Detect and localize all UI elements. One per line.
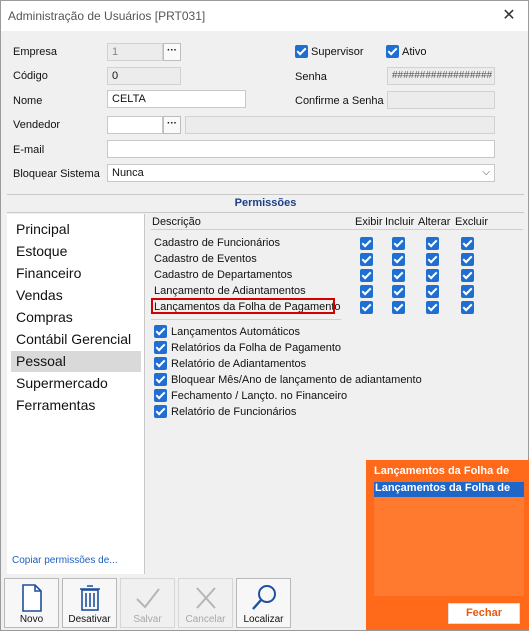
checkbox-checked-icon	[386, 45, 399, 58]
highlight-box	[151, 298, 335, 314]
localizar-button[interactable]	[236, 578, 291, 628]
grid-divider	[151, 319, 341, 320]
novo-button[interactable]	[4, 578, 59, 628]
excluir-checkbox[interactable]	[461, 269, 474, 282]
supervisor-checkbox[interactable]	[295, 45, 364, 58]
row-label: Cadastro de Departamentos	[154, 269, 293, 281]
option-label: Bloquear Mês/Ano de lançamento de adiantamento	[171, 373, 422, 386]
desativar-button[interactable]	[62, 578, 117, 628]
category-pessoal[interactable]: Pessoal	[11, 351, 141, 372]
checkbox-checked-icon	[295, 45, 308, 58]
grid-header-divider	[151, 229, 523, 230]
popup-result-item[interactable]: Lançamentos da Folha de	[374, 482, 524, 497]
col-alterar: Alterar	[418, 216, 451, 228]
ativo-label: Ativo	[402, 45, 427, 58]
chevron-down-icon: ⌵	[482, 167, 490, 178]
vendedor-label: Vendedor	[13, 119, 61, 131]
localizar-label: Localizar	[243, 614, 284, 625]
cancelar-label: Cancelar	[185, 614, 226, 625]
category-supermercado[interactable]: Supermercado	[16, 375, 108, 391]
excluir-checkbox[interactable]	[461, 237, 474, 250]
checkbox-checked-icon	[154, 341, 167, 354]
option-label: Fechamento / Lançto. no Financeiro	[171, 389, 348, 402]
col-excluir: Excluir	[455, 216, 489, 228]
new-document-icon	[21, 584, 43, 612]
codigo-label: Código	[13, 70, 48, 82]
senha-field[interactable]: ##################	[387, 67, 495, 85]
exibir-checkbox[interactable]	[360, 253, 373, 266]
incluir-checkbox[interactable]	[392, 285, 405, 298]
option-fechamento[interactable]	[154, 389, 347, 402]
exibir-checkbox[interactable]	[360, 237, 373, 250]
exibir-checkbox[interactable]	[360, 301, 373, 314]
empresa-field[interactable]: 1	[107, 43, 163, 61]
close-icon[interactable]: ✕	[502, 7, 516, 24]
category-estoque[interactable]: Estoque	[16, 243, 68, 259]
senha-label: Senha	[295, 71, 327, 83]
checkbox-checked-icon	[154, 389, 167, 402]
email-label: E-mail	[13, 144, 45, 156]
incluir-checkbox[interactable]	[392, 269, 405, 282]
codigo-field[interactable]: 0	[107, 67, 181, 85]
category-ferramentas[interactable]: Ferramentas	[16, 397, 96, 413]
empresa-label: Empresa	[13, 46, 58, 58]
confirme-senha-field[interactable]	[387, 91, 495, 109]
nome-field[interactable]: CELTA	[107, 90, 246, 108]
option-relatorios-folha[interactable]	[154, 341, 341, 354]
col-incluir: Incluir	[385, 216, 415, 228]
excluir-checkbox[interactable]	[461, 285, 474, 298]
incluir-checkbox[interactable]	[392, 237, 405, 250]
bloquear-label: Bloquear Sistema	[13, 168, 100, 180]
category-compras[interactable]: Compras	[16, 309, 73, 325]
supervisor-label: Supervisor	[311, 45, 364, 58]
row-label: Cadastro de Funcionários	[154, 237, 280, 249]
option-label: Lançamentos Automáticos	[171, 325, 301, 338]
email-field[interactable]	[107, 140, 495, 158]
row-label: Lançamentos da Folha de Pagamento	[154, 301, 341, 313]
search-icon	[250, 584, 278, 612]
title-bar	[1, 1, 528, 31]
bloquear-select[interactable]	[107, 164, 495, 182]
confirme-senha-label: Confirme a Senha	[295, 95, 384, 107]
copy-permissions-link[interactable]: Copiar permissões de...	[12, 555, 118, 566]
category-list	[7, 214, 145, 574]
category-vendas[interactable]: Vendas	[16, 287, 63, 303]
alterar-checkbox[interactable]	[426, 253, 439, 266]
checkbox-checked-icon	[154, 325, 167, 338]
trash-icon	[79, 584, 101, 612]
option-relatorio-funcionarios[interactable]	[154, 405, 296, 418]
window-title: Administração de Usuários [PRT031]	[8, 9, 206, 23]
alterar-checkbox[interactable]	[426, 269, 439, 282]
vendedor-lookup-button[interactable]: ···	[163, 116, 181, 134]
popup-result-list	[374, 482, 524, 596]
col-descricao: Descrição	[152, 216, 201, 228]
excluir-checkbox[interactable]	[461, 253, 474, 266]
option-bloquear-mes-ano[interactable]	[154, 373, 422, 386]
option-relatorio-adiantamentos[interactable]	[154, 357, 306, 370]
desativar-label: Desativar	[68, 614, 111, 625]
row-label: Lançamento de Adiantamentos	[154, 285, 306, 297]
incluir-checkbox[interactable]	[392, 301, 405, 314]
checkbox-checked-icon	[154, 357, 167, 370]
empresa-lookup-button[interactable]: ···	[163, 43, 181, 61]
checkbox-checked-icon	[154, 405, 167, 418]
excluir-checkbox[interactable]	[461, 301, 474, 314]
category-principal[interactable]: Principal	[16, 221, 70, 237]
salvar-button[interactable]	[120, 578, 175, 628]
bottom-toolbar	[4, 578, 364, 630]
checkmark-icon	[134, 584, 162, 612]
option-label: Relatório de Adiantamentos	[171, 357, 307, 370]
col-exibir: Exibir	[355, 216, 383, 228]
exibir-checkbox[interactable]	[360, 269, 373, 282]
alterar-checkbox[interactable]	[426, 237, 439, 250]
search-popup	[366, 460, 529, 630]
vendedor-field[interactable]	[107, 116, 163, 134]
row-label: Cadastro de Eventos	[154, 253, 257, 265]
ativo-checkbox[interactable]	[386, 45, 426, 58]
incluir-checkbox[interactable]	[392, 253, 405, 266]
novo-label: Novo	[19, 614, 44, 625]
permissions-header: Permissões	[7, 194, 524, 213]
bloquear-value: Nunca	[112, 167, 144, 179]
option-label: Relatório de Funcionários	[171, 405, 297, 418]
exibir-checkbox[interactable]	[360, 285, 373, 298]
checkbox-checked-icon	[154, 373, 167, 386]
category-financeiro[interactable]: Financeiro	[16, 265, 82, 281]
nome-label: Nome	[13, 95, 43, 107]
cancelar-button[interactable]	[178, 578, 233, 628]
option-lancamentos-automaticos[interactable]	[154, 325, 300, 338]
category-contabil-gerencial[interactable]: Contábil Gerencial	[16, 331, 132, 347]
salvar-label: Salvar	[133, 614, 162, 625]
fechar-button[interactable]: Fechar	[448, 603, 520, 624]
popup-search-text: Lançamentos da Folha de	[374, 465, 510, 477]
alterar-checkbox[interactable]	[426, 285, 439, 298]
cancel-x-icon	[193, 584, 219, 612]
alterar-checkbox[interactable]	[426, 301, 439, 314]
vendedor-name-field	[185, 116, 495, 134]
option-label: Relatórios da Folha de Pagamento	[171, 341, 341, 354]
